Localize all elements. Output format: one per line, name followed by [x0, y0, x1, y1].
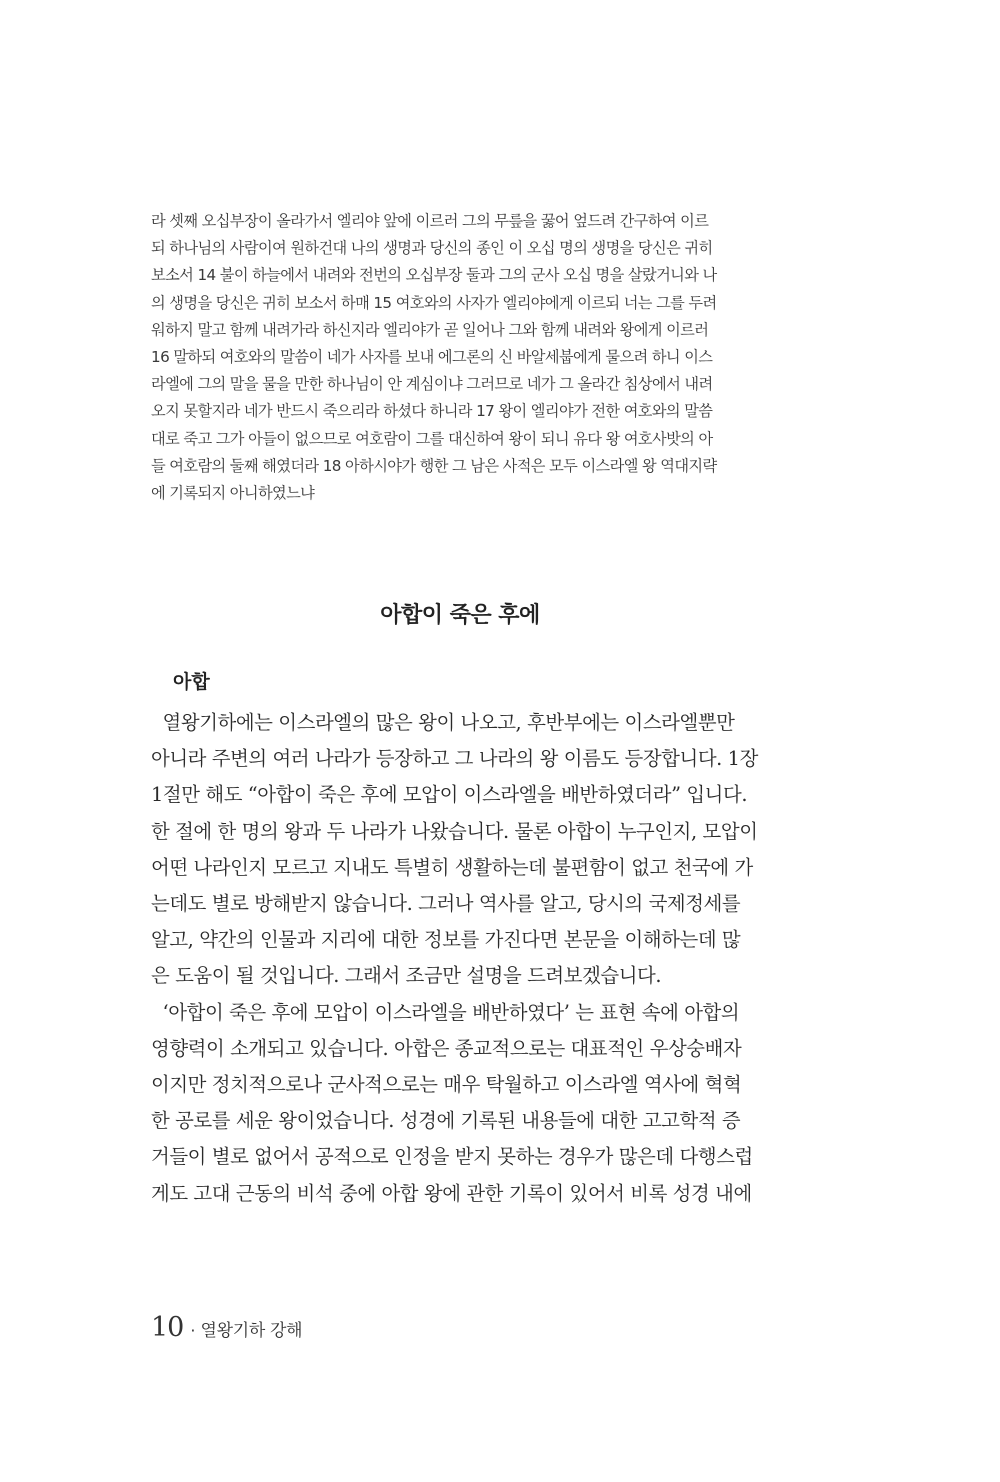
- scripture-line: 오지 못할지라 네가 반드시 죽으리라 하셨다 하니라 17 왕이 엘리야가 전한 여호와의 말씀: [151, 402, 713, 421]
- body-line: 아니라 주변의 여러 나라가 등장하고 그 나라의 왕 이름도 등장합니다. 1장: [151, 747, 758, 771]
- body-line: 게도 고대 근동의 비석 중에 아합 왕에 관한 기록이 있어서 비록 성경 내에: [151, 1181, 752, 1205]
- section-title: 아합이 죽은 후에: [380, 603, 540, 628]
- body-line: 는데도 별로 방해받지 않습니다. 그러나 역사를 알고, 당시의 국제정세를: [151, 892, 741, 916]
- body-text: [151, 705, 776, 1212]
- scripture-line: 대로 죽고 그가 아들이 없으므로 여호람이 그를 대신하여 왕이 되니 유다 왕 여호사밧의 아: [151, 429, 713, 448]
- body-line: ‘아합이 죽은 후에 모압이 이스라엘을 배반하였다’ 는 표현 속에 아합의: [151, 1000, 740, 1024]
- body-line: 열왕기하에는 이스라엘의 많은 왕이 나오고, 후반부에는 이스라엘뿐만: [151, 711, 735, 734]
- scripture-line: 워하지 말고 함께 내려가라 하신지라 엘리야가 곧 일어나 그와 함께 내려와 왕에게 이르러: [151, 320, 709, 339]
- body-line: 거들이 별로 없어서 공적으로 인정을 받지 못하는 경우가 많은데 다행스럽: [151, 1145, 753, 1169]
- page-number: 10: [151, 1312, 184, 1343]
- scripture-line: 16 말하되 여호와의 말씀이 네가 사자를 보내 에그론의 신 바알세붑에게 물으려 하니 이스: [151, 348, 713, 367]
- scripture-line: 들 여호람의 둘째 해였더라 18 아하시야가 행한 그 남은 사적은 모두 이스라엘 왕 역대지략: [151, 456, 717, 475]
- footer-separator: ·: [190, 1321, 196, 1340]
- scripture-line: 라엘에 그의 말을 물을 만한 하나님이 안 계심이냐 그러므로 네가 그 올라간 침상에서 내려: [151, 375, 713, 394]
- scripture-line: 의 생명을 당신은 귀히 보소서 하매 15 여호와의 사자가 엘리야에게 이르되 너는 그를 두려: [151, 293, 717, 312]
- subheading: 아합: [173, 671, 210, 693]
- body-line: 한 공로를 세운 왕이었습니다. 성경에 기록된 내용들에 대한 고고학적 증: [151, 1109, 741, 1133]
- body-line: 이지만 정치적으로나 군사적으로는 매우 탁월하고 이스라엘 역사에 혁혁: [151, 1073, 742, 1097]
- body-line: 영향력이 소개되고 있습니다. 아합은 종교적으로는 대표적인 우상숭배자: [151, 1036, 742, 1060]
- book-title: 열왕기하 강해: [200, 1321, 303, 1341]
- body-line: 은 도움이 될 것입니다. 그래서 조금만 설명을 드려보겠습니다.: [151, 964, 662, 988]
- page-footer: [151, 1312, 302, 1343]
- body-line: 알고, 약간의 인물과 지리에 대한 정보를 가진다면 본문을 이해하는데 많: [151, 928, 741, 952]
- scripture-line: 라 셋째 오십부장이 올라가서 엘리야 앞에 이르러 그의 무릎을 꿇어 엎드려 간구하여 이르: [151, 212, 709, 230]
- scripture-line: 되 하나님의 사람이여 원하건대 나의 생명과 당신의 종인 이 오십 명의 생명을 당신은 귀히: [151, 239, 713, 258]
- scripture-line: 보소서 14 불이 하늘에서 내려와 전번의 오십부장 둘과 그의 군사 오십 명을 살랐거니와 나: [151, 266, 717, 285]
- body-line: 1절만 해도 “아합이 죽은 후에 모압이 이스라엘을 배반하였더라” 입니다.: [151, 783, 748, 807]
- scripture-line: 에 기록되지 아니하였느냐: [151, 484, 315, 503]
- body-line: 어떤 나라인지 모르고 지내도 특별히 생활하는데 불편함이 없고 천국에 가: [151, 855, 753, 879]
- scripture-passage: [151, 208, 771, 507]
- body-line: 한 절에 한 명의 왕과 두 나라가 나왔습니다. 물론 아합이 누구인지, 모압이: [151, 819, 758, 843]
